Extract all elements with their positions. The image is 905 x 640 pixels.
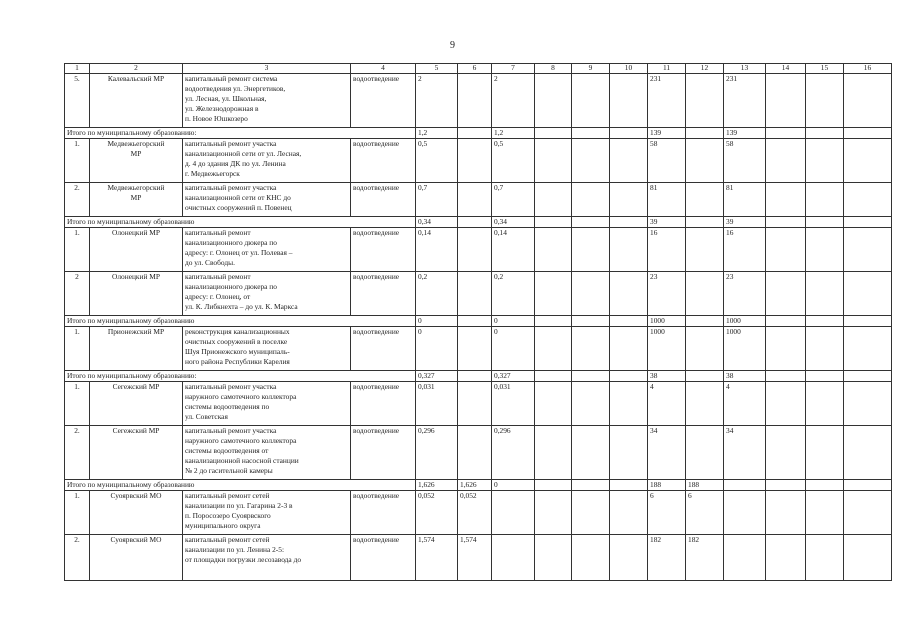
value-cell-c10 xyxy=(610,491,648,535)
value-cell-c9 xyxy=(572,491,610,535)
value-cell-c6: 1,574 xyxy=(458,535,492,581)
value-cell-c12: 188 xyxy=(686,480,724,491)
value-cell-c7: 0,2 xyxy=(492,272,535,316)
value-cell-c14 xyxy=(766,139,806,183)
value-cell-c11: 6 xyxy=(648,491,686,535)
value-cell-c10 xyxy=(610,128,648,139)
description-cell: капитальный ремонт участка наружного самотечного коллектора системы водоотведения по ул. Советская xyxy=(183,382,351,426)
value-cell-c12: 6 xyxy=(686,491,724,535)
row-number: 1. xyxy=(65,327,90,371)
value-cell-c10 xyxy=(610,327,648,371)
value-cell-c13: 4 xyxy=(724,382,766,426)
value-cell-c10 xyxy=(610,228,648,272)
value-cell-c5: 0,296 xyxy=(416,426,458,480)
column-number: 12 xyxy=(686,64,724,74)
value-cell-c11: 23 xyxy=(648,272,686,316)
municipality-cell: Олонецкий МР xyxy=(90,228,183,272)
value-cell-c5: 0,327 xyxy=(416,371,458,382)
value-cell-c11: 188 xyxy=(648,480,686,491)
value-cell-c12 xyxy=(686,128,724,139)
description-cell: капитальный ремонт сетей канализации по ул. Гагарина 2-3 в п. Поросозеро Суоярвского муниципального округа xyxy=(183,491,351,535)
value-cell-c7: 0 xyxy=(492,316,535,327)
value-cell-c16 xyxy=(844,327,892,371)
value-cell-c16 xyxy=(844,217,892,228)
municipality-cell: Медвежьегорский МР xyxy=(90,139,183,183)
value-cell-c16 xyxy=(844,139,892,183)
column-number: 4 xyxy=(351,64,416,74)
value-cell-c10 xyxy=(610,183,648,217)
value-cell-c12 xyxy=(686,183,724,217)
table-body xyxy=(65,64,892,581)
value-cell-c16 xyxy=(844,228,892,272)
value-cell-c16 xyxy=(844,316,892,327)
category-cell: водоотведение xyxy=(351,426,416,480)
value-cell-c5: 0,2 xyxy=(416,272,458,316)
municipality-cell: Сегежский МР xyxy=(90,426,183,480)
value-cell-c10 xyxy=(610,535,648,581)
category-cell: водоотведение xyxy=(351,139,416,183)
value-cell-c13: 81 xyxy=(724,183,766,217)
value-cell-c5: 0 xyxy=(416,316,458,327)
value-cell-c11: 81 xyxy=(648,183,686,217)
row-number: 2. xyxy=(65,183,90,217)
value-cell-c12 xyxy=(686,139,724,183)
category-cell: водоотведение xyxy=(351,183,416,217)
municipality-cell: Прионежский МР xyxy=(90,327,183,371)
description-cell: капитальный ремонт участка наружного самотечного коллектора системы водоотведения от канализационной насосной станции № 2 до гасительной камеры xyxy=(183,426,351,480)
value-cell-c13: 1000 xyxy=(724,316,766,327)
value-cell-c13 xyxy=(724,535,766,581)
value-cell-c9 xyxy=(572,228,610,272)
value-cell-c7 xyxy=(492,491,535,535)
subtotal-label: Итого по муниципальному образованию: xyxy=(65,128,416,139)
municipality-cell: Медвежьегорский МР xyxy=(90,183,183,217)
column-number: 10 xyxy=(610,64,648,74)
value-cell-c13: 38 xyxy=(724,371,766,382)
subtotal-row xyxy=(65,128,892,139)
municipality-cell: Олонецкий МР xyxy=(90,272,183,316)
value-cell-c11: 39 xyxy=(648,217,686,228)
table-row xyxy=(65,491,892,535)
value-cell-c10 xyxy=(610,426,648,480)
value-cell-c8 xyxy=(535,272,572,316)
value-cell-c9 xyxy=(572,316,610,327)
value-cell-c8 xyxy=(535,183,572,217)
municipality-cell: Суоярвский МО xyxy=(90,535,183,581)
value-cell-c11: 4 xyxy=(648,382,686,426)
value-cell-c9 xyxy=(572,426,610,480)
value-cell-c12 xyxy=(686,316,724,327)
description-cell: капитальный ремонт сетей канализации по ул. Ленина 2-5: от площадки погрузки лесозавода до xyxy=(183,535,351,581)
value-cell-c7: 0 xyxy=(492,327,535,371)
municipality-cell: Сегежский МР xyxy=(90,382,183,426)
value-cell-c14 xyxy=(766,74,806,128)
value-cell-c12 xyxy=(686,272,724,316)
value-cell-c12: 182 xyxy=(686,535,724,581)
value-cell-c9 xyxy=(572,382,610,426)
value-cell-c12 xyxy=(686,327,724,371)
value-cell-c15 xyxy=(806,74,844,128)
column-number-row xyxy=(65,64,892,74)
table-row xyxy=(65,272,892,316)
description-cell: капитальный ремонт система водоотведения ул. Энергетиков, ул. Лесная, ул. Школьная, ул. Железнодорожная в п. Новое Юшкозеро xyxy=(183,74,351,128)
row-number: 2. xyxy=(65,426,90,480)
description-cell: капитальный ремонт участка канализационной сети от КНС до очистных сооружений п. Повенец xyxy=(183,183,351,217)
value-cell-c12 xyxy=(686,217,724,228)
value-cell-c16 xyxy=(844,382,892,426)
value-cell-c16 xyxy=(844,128,892,139)
value-cell-c15 xyxy=(806,480,844,491)
value-cell-c10 xyxy=(610,74,648,128)
value-cell-c5: 1,2 xyxy=(416,128,458,139)
value-cell-c6 xyxy=(458,217,492,228)
table-row xyxy=(65,228,892,272)
row-number: 1. xyxy=(65,382,90,426)
value-cell-c5: 0,031 xyxy=(416,382,458,426)
value-cell-c13: 231 xyxy=(724,74,766,128)
description-cell: капитальный ремонт канализационного дюкера по адресу: г. Олонец от ул. Полевая – до ул. Свободы. xyxy=(183,228,351,272)
subtotal-row xyxy=(65,480,892,491)
value-cell-c11: 1000 xyxy=(648,316,686,327)
table-row xyxy=(65,327,892,371)
category-cell: водоотведение xyxy=(351,272,416,316)
value-cell-c5: 0 xyxy=(416,327,458,371)
value-cell-c7: 0,5 xyxy=(492,139,535,183)
value-cell-c15 xyxy=(806,217,844,228)
value-cell-c10 xyxy=(610,382,648,426)
value-cell-c11: 231 xyxy=(648,74,686,128)
table-row xyxy=(65,74,892,128)
value-cell-c8 xyxy=(535,316,572,327)
subtotal-row xyxy=(65,217,892,228)
category-cell: водоотведение xyxy=(351,74,416,128)
data-table xyxy=(64,63,892,581)
value-cell-c9 xyxy=(572,139,610,183)
municipality-cell: Суоярвский МО xyxy=(90,491,183,535)
value-cell-c10 xyxy=(610,480,648,491)
subtotal-label: Итого по муниципальному образованию xyxy=(65,480,416,491)
description-cell: капитальный ремонт участка канализационной сети от ул. Лесная, д. 4 до здания ДК по ул. Ленина г. Медвежьегорск xyxy=(183,139,351,183)
value-cell-c16 xyxy=(844,426,892,480)
value-cell-c6 xyxy=(458,327,492,371)
row-number: 2 xyxy=(65,272,90,316)
value-cell-c7: 0,296 xyxy=(492,426,535,480)
value-cell-c8 xyxy=(535,74,572,128)
value-cell-c8 xyxy=(535,480,572,491)
value-cell-c6: 1,626 xyxy=(458,480,492,491)
value-cell-c9 xyxy=(572,371,610,382)
subtotal-row xyxy=(65,316,892,327)
value-cell-c6: 0,052 xyxy=(458,491,492,535)
value-cell-c6 xyxy=(458,272,492,316)
column-number: 1 xyxy=(65,64,90,74)
value-cell-c8 xyxy=(535,128,572,139)
value-cell-c7 xyxy=(492,535,535,581)
value-cell-c12 xyxy=(686,74,724,128)
value-cell-c9 xyxy=(572,183,610,217)
value-cell-c13: 34 xyxy=(724,426,766,480)
value-cell-c7: 0,34 xyxy=(492,217,535,228)
row-number: 5. xyxy=(65,74,90,128)
value-cell-c12 xyxy=(686,426,724,480)
category-cell: водоотведение xyxy=(351,228,416,272)
column-number: 14 xyxy=(766,64,806,74)
value-cell-c11: 38 xyxy=(648,371,686,382)
value-cell-c5: 1,626 xyxy=(416,480,458,491)
value-cell-c13 xyxy=(724,491,766,535)
value-cell-c7: 0 xyxy=(492,480,535,491)
column-number: 2 xyxy=(90,64,183,74)
value-cell-c5: 0,34 xyxy=(416,217,458,228)
value-cell-c12 xyxy=(686,371,724,382)
category-cell: водоотведение xyxy=(351,491,416,535)
value-cell-c7: 0,031 xyxy=(492,382,535,426)
value-cell-c9 xyxy=(572,74,610,128)
value-cell-c13: 1000 xyxy=(724,327,766,371)
value-cell-c11: 139 xyxy=(648,128,686,139)
value-cell-c15 xyxy=(806,327,844,371)
subtotal-label: Итого по муниципальному образованию: xyxy=(65,371,416,382)
value-cell-c14 xyxy=(766,316,806,327)
column-number: 9 xyxy=(572,64,610,74)
value-cell-c9 xyxy=(572,480,610,491)
value-cell-c9 xyxy=(572,272,610,316)
table-row xyxy=(65,535,892,581)
column-number: 7 xyxy=(492,64,535,74)
value-cell-c13: 23 xyxy=(724,272,766,316)
value-cell-c11: 1000 xyxy=(648,327,686,371)
value-cell-c14 xyxy=(766,426,806,480)
value-cell-c15 xyxy=(806,316,844,327)
value-cell-c16 xyxy=(844,480,892,491)
value-cell-c16 xyxy=(844,491,892,535)
value-cell-c10 xyxy=(610,139,648,183)
subtotal-label: Итого по муниципальному образованию xyxy=(65,316,416,327)
value-cell-c16 xyxy=(844,74,892,128)
value-cell-c14 xyxy=(766,491,806,535)
value-cell-c16 xyxy=(844,371,892,382)
value-cell-c15 xyxy=(806,228,844,272)
value-cell-c15 xyxy=(806,371,844,382)
value-cell-c7: 0,14 xyxy=(492,228,535,272)
value-cell-c10 xyxy=(610,371,648,382)
category-cell: водоотведение xyxy=(351,327,416,371)
category-cell: водоотведение xyxy=(351,535,416,581)
value-cell-c6 xyxy=(458,128,492,139)
value-cell-c10 xyxy=(610,272,648,316)
value-cell-c15 xyxy=(806,491,844,535)
value-cell-c14 xyxy=(766,480,806,491)
value-cell-c13: 39 xyxy=(724,217,766,228)
value-cell-c14 xyxy=(766,128,806,139)
value-cell-c15 xyxy=(806,426,844,480)
value-cell-c13: 58 xyxy=(724,139,766,183)
description-cell: реконструкция канализационных очистных сооружений в поселке Шуя Прионежского муниципаль- ного района Республики Карелия xyxy=(183,327,351,371)
value-cell-c8 xyxy=(535,217,572,228)
value-cell-c5: 0,7 xyxy=(416,183,458,217)
value-cell-c16 xyxy=(844,183,892,217)
value-cell-c14 xyxy=(766,183,806,217)
value-cell-c6 xyxy=(458,228,492,272)
value-cell-c11: 34 xyxy=(648,426,686,480)
column-number: 16 xyxy=(844,64,892,74)
subtotal-row xyxy=(65,371,892,382)
value-cell-c11: 182 xyxy=(648,535,686,581)
category-cell: водоотведение xyxy=(351,382,416,426)
value-cell-c15 xyxy=(806,272,844,316)
value-cell-c14 xyxy=(766,371,806,382)
value-cell-c15 xyxy=(806,128,844,139)
value-cell-c14 xyxy=(766,272,806,316)
value-cell-c7: 0,327 xyxy=(492,371,535,382)
value-cell-c10 xyxy=(610,316,648,327)
value-cell-c14 xyxy=(766,217,806,228)
value-cell-c15 xyxy=(806,183,844,217)
value-cell-c12 xyxy=(686,382,724,426)
value-cell-c9 xyxy=(572,128,610,139)
value-cell-c9 xyxy=(572,535,610,581)
description-cell: капитальный ремонт канализационного дюкера по адресу: г. Олонец, от ул. К. Либкнехта – до ул. К. Маркса xyxy=(183,272,351,316)
value-cell-c6 xyxy=(458,139,492,183)
value-cell-c7: 0,7 xyxy=(492,183,535,217)
value-cell-c13: 16 xyxy=(724,228,766,272)
value-cell-c5: 1,574 xyxy=(416,535,458,581)
value-cell-c13 xyxy=(724,480,766,491)
column-number: 8 xyxy=(535,64,572,74)
column-number: 13 xyxy=(724,64,766,74)
value-cell-c12 xyxy=(686,228,724,272)
value-cell-c16 xyxy=(844,272,892,316)
municipality-cell: Калевальский МР xyxy=(90,74,183,128)
row-number: 2. xyxy=(65,535,90,581)
column-number: 15 xyxy=(806,64,844,74)
table-row xyxy=(65,139,892,183)
row-number: 1. xyxy=(65,491,90,535)
value-cell-c8 xyxy=(535,371,572,382)
value-cell-c11: 16 xyxy=(648,228,686,272)
value-cell-c5: 0,052 xyxy=(416,491,458,535)
value-cell-c9 xyxy=(572,327,610,371)
value-cell-c8 xyxy=(535,491,572,535)
value-cell-c16 xyxy=(844,535,892,581)
value-cell-c14 xyxy=(766,228,806,272)
value-cell-c14 xyxy=(766,327,806,371)
value-cell-c8 xyxy=(535,327,572,371)
table-row xyxy=(65,426,892,480)
value-cell-c6 xyxy=(458,371,492,382)
subtotal-label: Итого по муниципальному образованию xyxy=(65,217,416,228)
value-cell-c6 xyxy=(458,183,492,217)
value-cell-c6 xyxy=(458,74,492,128)
value-cell-c5: 0,5 xyxy=(416,139,458,183)
value-cell-c5: 2 xyxy=(416,74,458,128)
value-cell-c7: 2 xyxy=(492,74,535,128)
value-cell-c14 xyxy=(766,382,806,426)
value-cell-c13: 139 xyxy=(724,128,766,139)
column-number: 6 xyxy=(458,64,492,74)
table-row xyxy=(65,183,892,217)
value-cell-c6 xyxy=(458,426,492,480)
column-number: 3 xyxy=(183,64,351,74)
row-number: 1. xyxy=(65,139,90,183)
value-cell-c6 xyxy=(458,316,492,327)
value-cell-c5: 0,14 xyxy=(416,228,458,272)
value-cell-c15 xyxy=(806,139,844,183)
value-cell-c7: 1,2 xyxy=(492,128,535,139)
value-cell-c8 xyxy=(535,426,572,480)
value-cell-c8 xyxy=(535,535,572,581)
value-cell-c8 xyxy=(535,228,572,272)
value-cell-c10 xyxy=(610,217,648,228)
value-cell-c6 xyxy=(458,382,492,426)
value-cell-c11: 58 xyxy=(648,139,686,183)
value-cell-c9 xyxy=(572,217,610,228)
value-cell-c8 xyxy=(535,139,572,183)
column-number: 5 xyxy=(416,64,458,74)
value-cell-c14 xyxy=(766,535,806,581)
value-cell-c8 xyxy=(535,382,572,426)
table-row xyxy=(65,382,892,426)
value-cell-c15 xyxy=(806,535,844,581)
row-number: 1. xyxy=(65,228,90,272)
value-cell-c15 xyxy=(806,382,844,426)
column-number: 11 xyxy=(648,64,686,74)
page-number: 9 xyxy=(450,40,455,51)
